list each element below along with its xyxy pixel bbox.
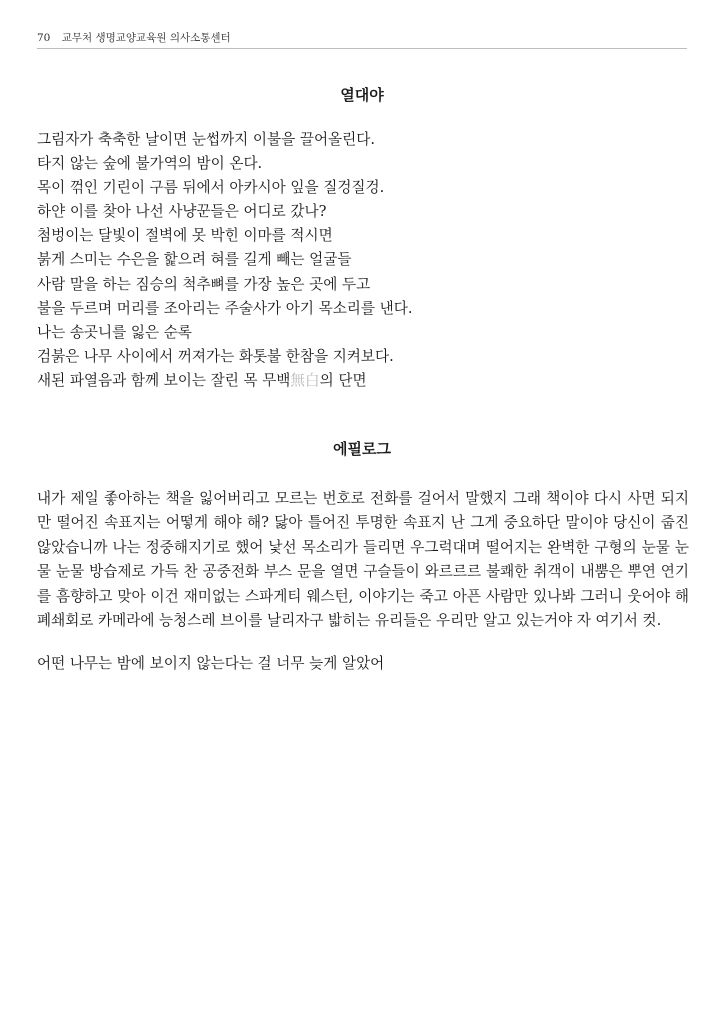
poem-line: 목이 꺾인 기린이 구름 뒤에서 아카시아 잎을 질겅질겅.: [37, 179, 385, 197]
poem-line: 하얀 이를 찾아 나선 사냥꾼들은 어디로 갔나?: [37, 203, 327, 221]
poem-line: 나는 송곳니를 잃은 순록: [37, 323, 192, 341]
poem-body: [37, 128, 687, 393]
epilogue-closing-line: 어떤 나무는 밤에 보이지 않는다는 걸 너무 늦게 알았어: [37, 655, 385, 672]
poem-last-line-start: 새된 파열음과 함께 보이는 잘린 목 무백: [37, 371, 291, 389]
page-header: [37, 28, 687, 49]
poem-last-line: [37, 369, 687, 393]
poem-hanja-annotation: 無白: [290, 371, 320, 389]
poem-line: 첨벙이는 달빛이 절벽에 못 박힌 이마를 적시면: [37, 227, 333, 245]
poem-line: 붉게 스미는 수은을 핥으려 혀를 길게 빼는 얼굴들: [37, 251, 352, 269]
poem-line: 불을 두르며 머리를 조아리는 주술사가 아기 목소리를 낸다.: [37, 299, 413, 317]
poem-title: 열대야: [340, 86, 384, 104]
poem-line: 타지 않는 숲에 불가역의 밤이 온다.: [37, 155, 263, 173]
poem-last-line-end: 의 단면: [319, 371, 367, 389]
publication-name: 교무처 생명교양교육원 의사소통센터: [61, 32, 231, 44]
epilogue-paragraph: 내가 제일 좋아하는 책을 잃어버리고 모르는 번호로 전화를 걸어서 말했지 그래 책이야 다시 사면 되지만 떨어진 속표지는 어떻게 해야 해? 닳아 틀어진 투명한 속표지 난 그게 중요하단 말이야 당신이 줍진 않았습니까 나는 정중해지기로 했어 낯선 목소리가 들리면 우그럭대며 떨어지는 완벽한 구형의 눈물 눈물 눈물 방습제로 가득 찬 공중전화 부스 문을 열면 구슬들이 와르르르 불쾌한 취객이 내뿜은 뿌연 연기를 흠향하고 맞아 이건 재미없는 스파게티 웨스턴, 이야기는 죽고 아픈 사람만 있나봐 그러니 웃어야 해 폐쇄회로 카메라에 능청스레 브이를 날리자구 밟히는 유리들은 우리만 알고 있는거야 자 여기서 컷.: [37, 490, 689, 630]
poem-line: 그림자가 축축한 날이면 눈썹까지 이불을 끌어올린다.: [37, 131, 375, 148]
poem-line: 검붉은 나무 사이에서 꺼져가는 화톳불 한참을 지켜보다.: [37, 347, 394, 365]
epilogue-title: 에필로그: [333, 440, 391, 458]
poem-line: 사람 말을 하는 짐승의 척추뼈를 가장 높은 곳에 두고: [37, 275, 371, 293]
page-number: 70: [37, 32, 51, 44]
